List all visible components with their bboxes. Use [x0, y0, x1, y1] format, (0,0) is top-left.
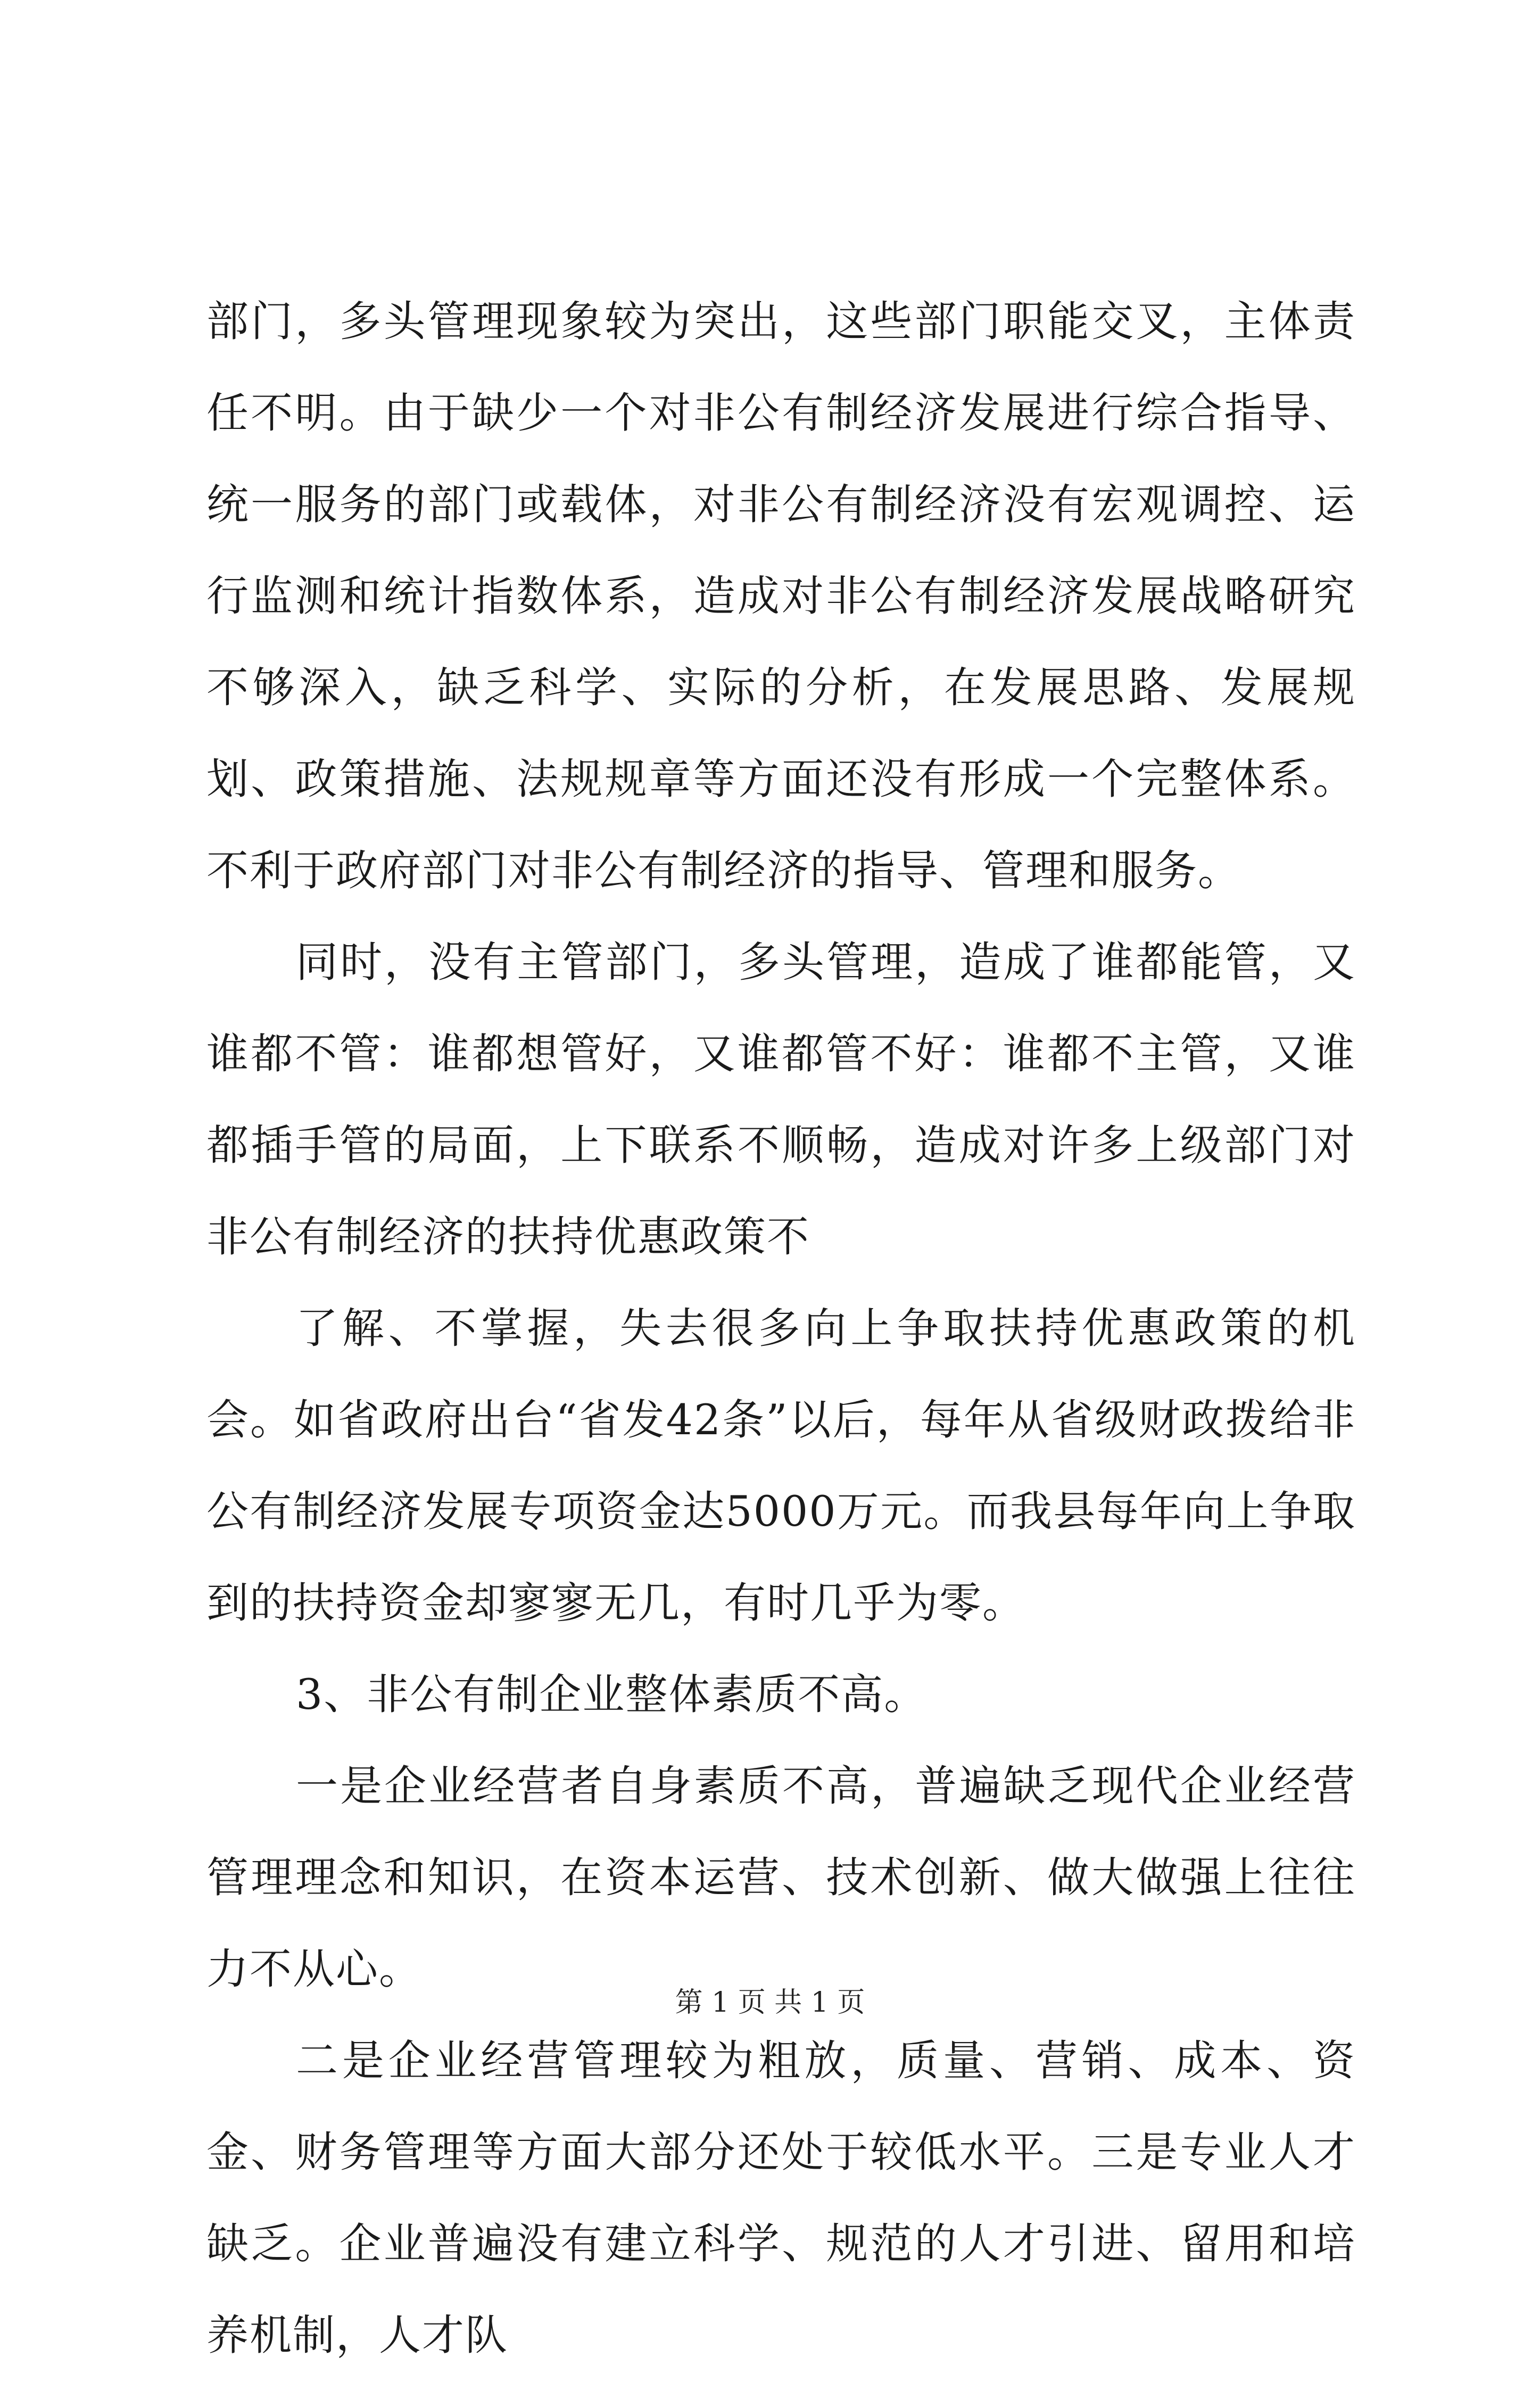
- paragraph-4: 3、非公有制企业整体素质不高。: [296, 1670, 928, 1719]
- paragraph-2: 同时，没有主管部门，多头管理，造成了谁都能管，又谁都不管：谁都想管好，又谁都管不好：谁都不主管，又谁都插手管的局面，上下联系不顺畅，造成对许多上级部门对非公有制经济的扶持优惠政策不: [206, 938, 1356, 1261]
- paragraph-6: 二是企业经营管理较为粗放，质量、营销、成本、资金、财务管理等方面大部分还处于较低水平。三是专业人才缺乏。企业普遍没有建立科学、规范的人才引进、留用和培养机制，人才队: [206, 2036, 1356, 2360]
- page-footer: 第 1 页 共 1 页: [675, 1987, 865, 2019]
- paragraph-1: 部门，多头管理现象较为突出，这些部门职能交叉，主体责任不明。由于缺少一个对非公有制经济发展进行综合指导、统一服务的部门或载体，对非公有制经济没有宏观调控、运行监测和统计指数体系，造成对非公有制经济发展战略研究不够深入，缺乏科学、实际的分析，在发展思路、发展规划、政策措施、法规规章等方面还没有形成一个完整体系。不利于政府部门对非公有制经济的指导、管理和服务。: [206, 297, 1356, 895]
- paragraph-3: 了解、不掌握，失去很多向上争取扶持优惠政策的机会。如省政府出台“省发42条”以后，每年从省级财政拨给非公有制经济发展专项资金达5000万元。而我县每年向上争取到的扶持资金却寥寥无几，有时几乎为零。: [206, 1304, 1356, 1627]
- paragraph-5: 一是企业经营者自身素质不高，普遍缺乏现代企业经营管理理念和知识，在资本运营、技术创新、做大做强上往往力不从心。: [206, 1762, 1356, 1994]
- document-body: [206, 276, 1356, 2381]
